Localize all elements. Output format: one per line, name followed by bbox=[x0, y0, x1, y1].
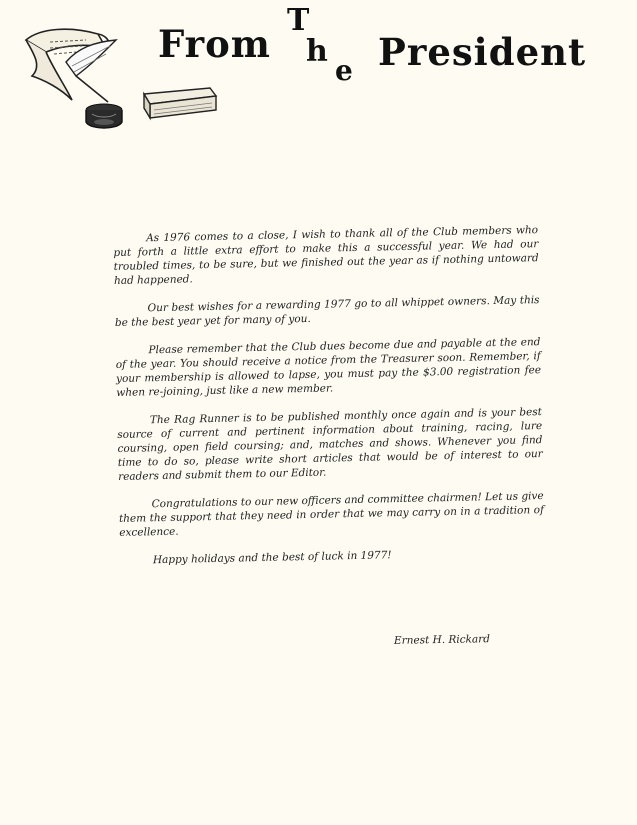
title-letter-t: T bbox=[287, 3, 310, 38]
signature: Ernest H. Rickard bbox=[393, 633, 491, 647]
letter-paragraph: Please remember that the Club dues become due and payable at the end of the year. You should receive a notice from the Treasurer soon. Remember, if your membership is allowed to lapse, you must pay the $3.00 registration fee when re-joining, just like a new member. bbox=[115, 336, 542, 399]
letter-paragraph: As 1976 comes to a close, I wish to thank all of the Club members who put forth a little extra effort to make this a successful year. We had our troubled times, to be sure, but we finished out the year as if nothing untoward had happened. bbox=[113, 224, 539, 287]
letter-paragraph: The Rag Runner is to be published monthly once again and is your best source of current and pertinent information about training, racing, lure coursing, open field coursing; and, matches and shows. Whenever you find time to do so, please write short articles that would be of interest to our readers and submit them to our Editor. bbox=[117, 406, 543, 483]
letter-paragraph: Happy holidays and the best of luck in 1977! bbox=[152, 549, 392, 567]
letter-paragraph: Congratulations to our new officers and committee chairmen! Let us give them the support that they need in order that we may carry on in a tradition of excellence. bbox=[118, 490, 545, 539]
title-from: From bbox=[158, 22, 271, 66]
title-president: President bbox=[378, 30, 587, 74]
letter-paragraph: Our best wishes for a rewarding 1977 go to all whippet owners. May this be the best year yet for many of you. bbox=[114, 294, 540, 329]
title-letter-h: h bbox=[306, 34, 328, 69]
page-title bbox=[0, 0, 637, 110]
title-letter-e: e bbox=[335, 54, 353, 87]
letter-body bbox=[113, 223, 545, 582]
